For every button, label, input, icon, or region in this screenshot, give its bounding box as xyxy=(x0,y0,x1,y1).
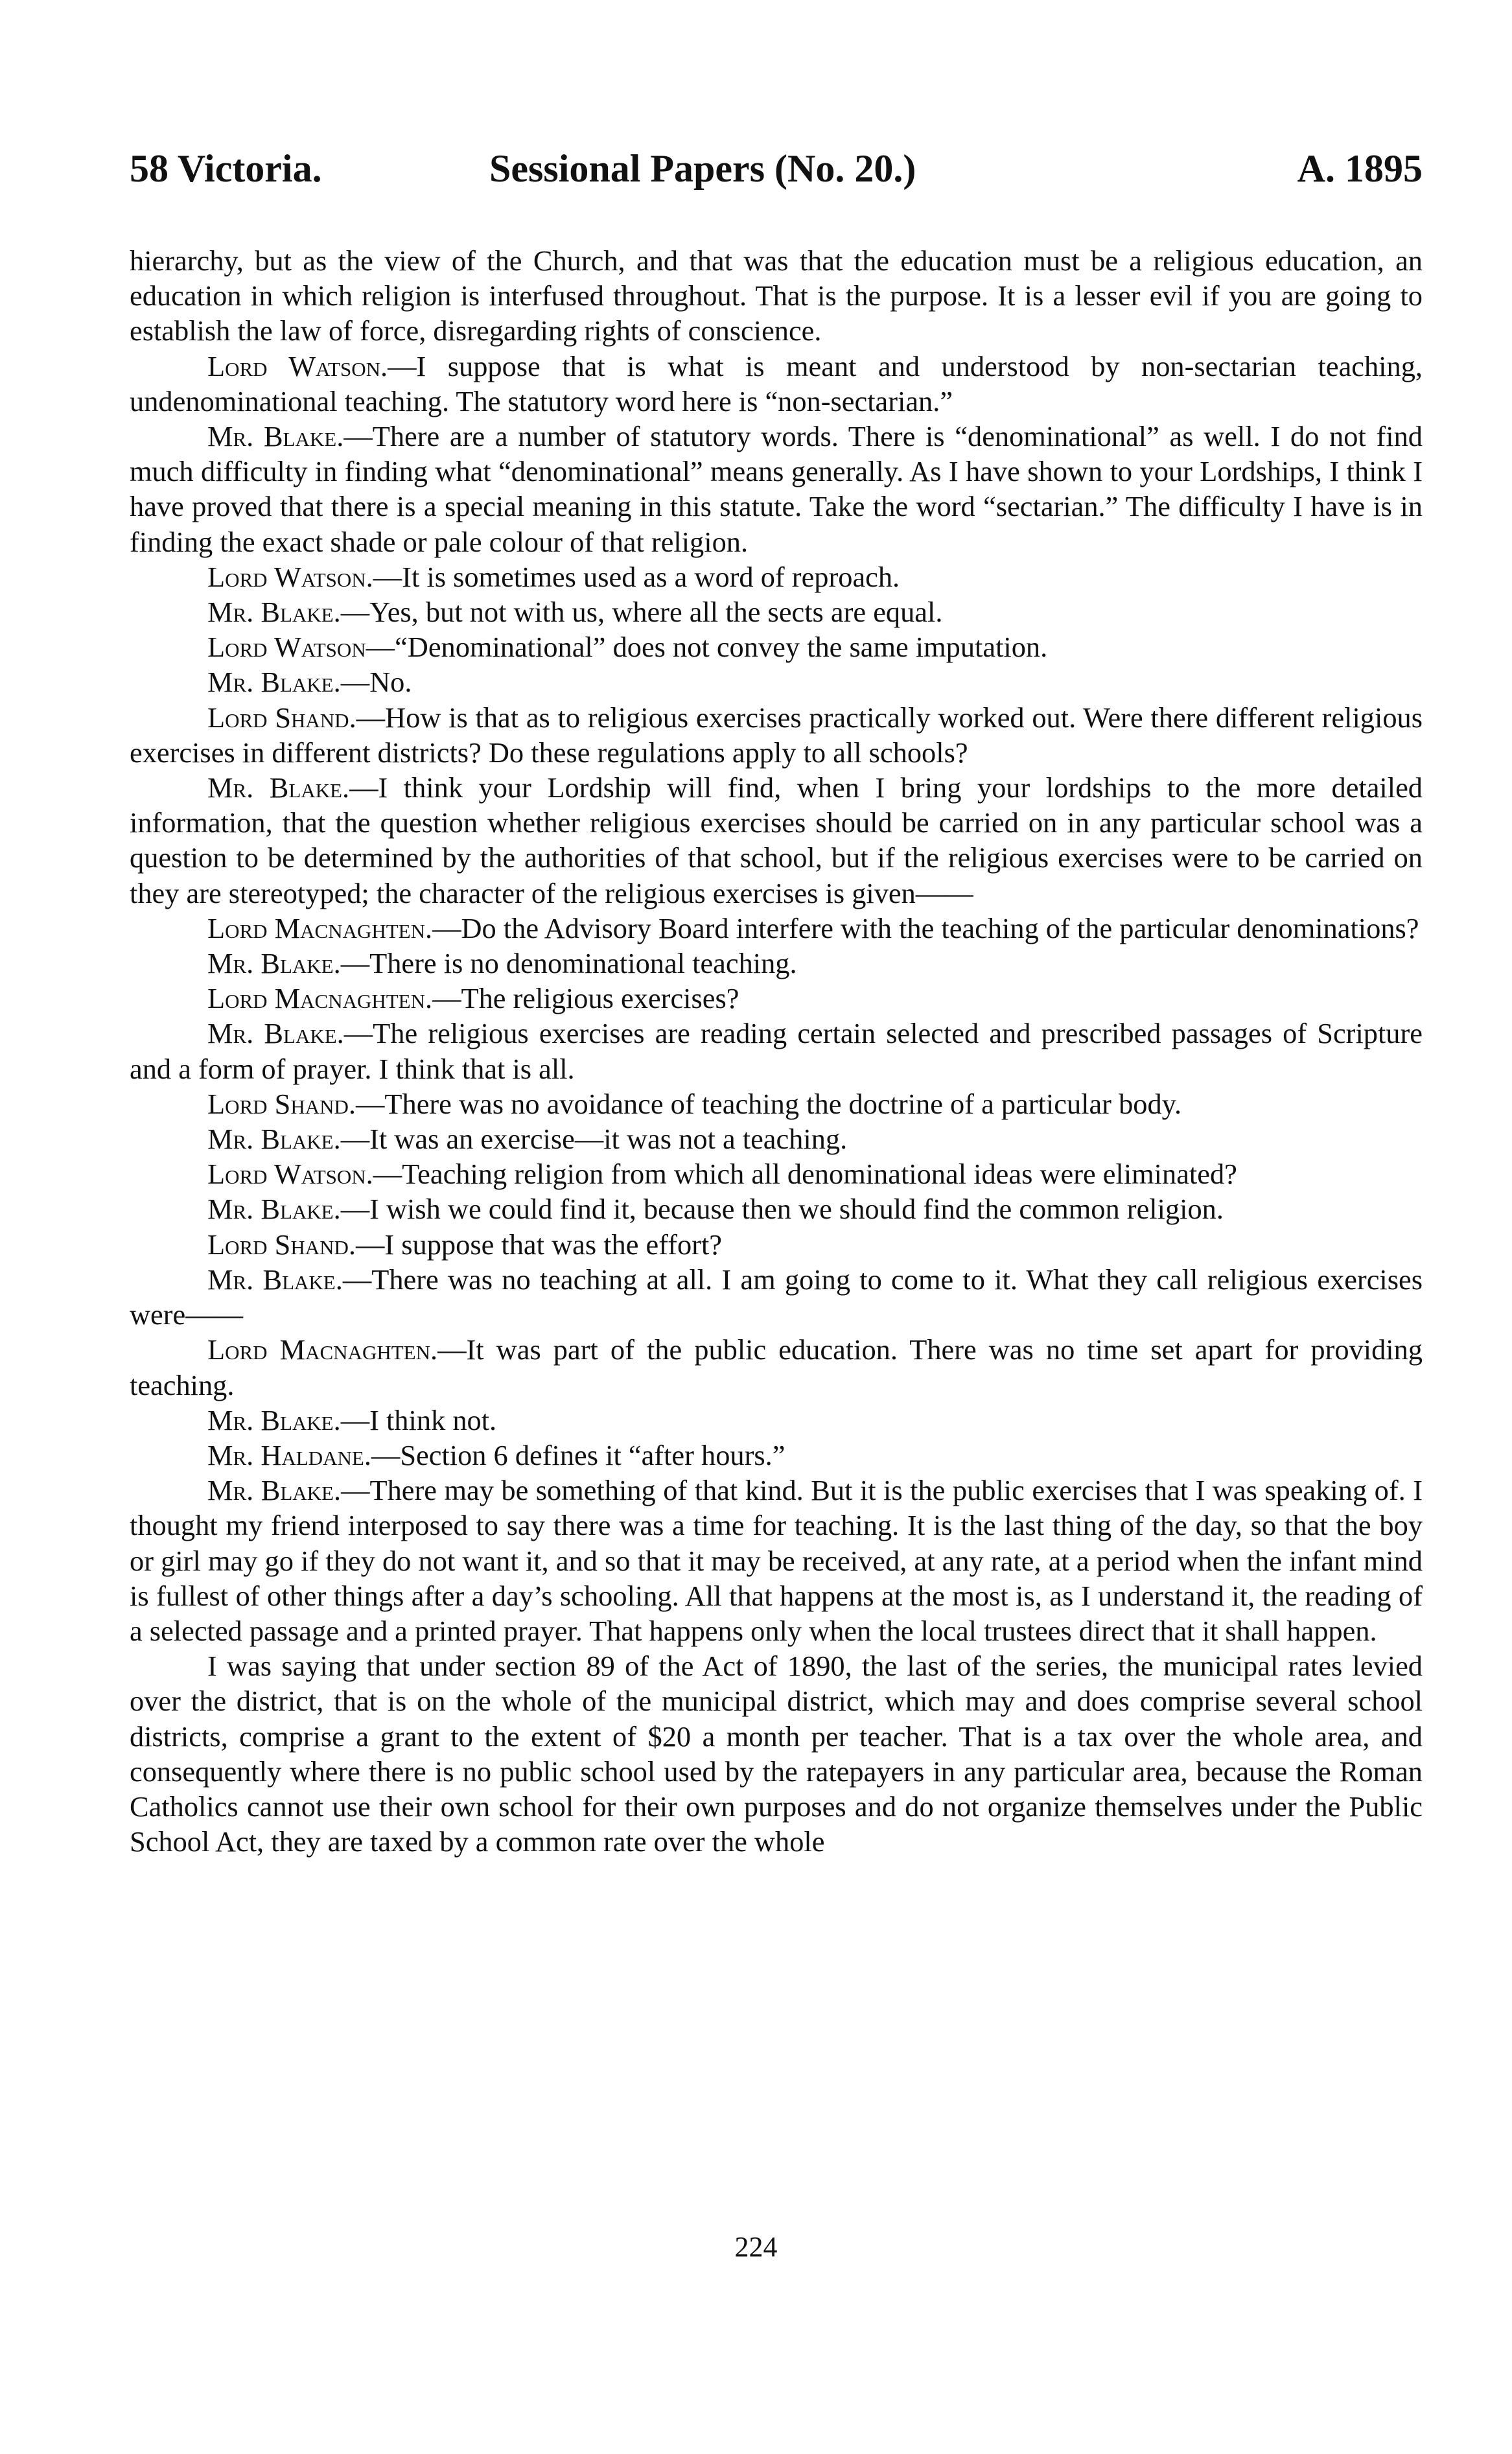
paragraph xyxy=(130,1332,1423,1402)
speaker-name: Mr. Blake. xyxy=(207,771,350,804)
speaker-name: Mr. Blake. xyxy=(207,596,341,629)
paragraph-text: —No. xyxy=(340,666,412,699)
paragraph xyxy=(130,664,1423,699)
paragraph-text: —Yes, but not with us, where all the sects are equal. xyxy=(340,596,943,629)
paragraph-text: —I wish we could find it, because then we should find the common religion. xyxy=(340,1193,1224,1226)
header-session: 58 Victoria. xyxy=(130,147,322,190)
speaker-name: Lord Macnaghten. xyxy=(207,1333,438,1366)
paragraph-text: hierarchy, but as the view of the Church, and that was that the education must be a religious education, an education in which religion is interfused throughout. That is the purpose. It is a lesser evil if you are going to establish the law of force, disregarding rights of conscience. xyxy=(130,244,1423,347)
paragraph xyxy=(130,594,1423,629)
paragraph-text: —There is no denominational teaching. xyxy=(340,947,797,980)
speaker-name: Lord Shand. xyxy=(207,701,356,734)
paragraph-text: —Do the Advisory Board interfere with the teaching of the particular denominations? xyxy=(432,911,1419,944)
running-header xyxy=(130,139,1423,198)
paragraph xyxy=(130,1403,1423,1438)
paragraph-text: —There was no teaching at all. I am going to come to it. What they call religious exercises were—— xyxy=(130,1263,1423,1331)
paragraph xyxy=(130,1156,1423,1191)
speaker-name: Mr. Blake. xyxy=(207,1474,342,1507)
speaker-name: Lord Macnaghten. xyxy=(207,982,433,1015)
header-year: A. 1895 xyxy=(1297,147,1423,190)
paragraph-text: —Teaching religion from which all denominational ideas were eliminated? xyxy=(373,1158,1237,1191)
speaker-name: Mr. Blake. xyxy=(207,666,341,699)
paragraph-text: I was saying that under section 89 of the Act of 1890, the last of the series, the municipal rates levied over the district, that is on the whole of the municipal district, which may and does comprise several school districts, comprise a grant to the extent of $20 a month per teacher. That is a tax over the whole area, and consequently where there is no public school used by the ratepayers in any particular area, because the Roman Catholics cannot use their own school for their own purposes and do not organize themselves under the Public School Act, they are taxed by a common rate over the whole xyxy=(130,1650,1423,1858)
paragraph xyxy=(130,700,1423,770)
paragraph-text: —“Denominational” does not convey the same imputation. xyxy=(366,631,1048,664)
paragraph xyxy=(130,770,1423,911)
page-number: 224 xyxy=(734,2231,778,2263)
speaker-name: Mr. Haldane. xyxy=(207,1438,371,1471)
speaker-name: Mr. Blake. xyxy=(207,420,344,453)
paragraph xyxy=(130,946,1423,981)
speaker-name: Lord Watson. xyxy=(207,1158,373,1191)
paragraph xyxy=(130,1227,1423,1262)
paragraph-text: —It was part of the public education. There was no time set apart for providing teaching. xyxy=(130,1333,1423,1401)
paragraph-text: —It was an exercise—it was not a teaching. xyxy=(340,1123,848,1156)
speaker-name: Lord Shand. xyxy=(207,1087,356,1120)
paragraph xyxy=(130,1121,1423,1156)
paragraph xyxy=(130,243,1423,349)
paragraph xyxy=(130,349,1423,419)
paragraph xyxy=(130,1473,1423,1648)
paragraph xyxy=(130,1648,1423,1859)
paragraph-text: —Section 6 defines it “after hours.” xyxy=(371,1438,785,1471)
paragraph-text: —There was no avoidance of teaching the doctrine of a particular body. xyxy=(356,1087,1182,1120)
paragraph xyxy=(130,911,1423,946)
speaker-name: Mr. Blake. xyxy=(207,1123,341,1156)
paragraph xyxy=(130,981,1423,1016)
paragraph-text: —The religious exercises? xyxy=(432,982,739,1015)
paragraph-text: —I think not. xyxy=(340,1403,497,1436)
speaker-name: Mr. Blake. xyxy=(207,1263,343,1296)
speaker-name: Lord Shand. xyxy=(207,1228,356,1261)
paragraph xyxy=(130,1262,1423,1332)
paragraph-text: —There may be something of that kind. But it is the public exercises that I was speaking of. I thought my friend interposed to say there was a time for teaching. It is the last thing of the day, so that the boy or girl may go if they do not want it, and so that it may be received, at any rate, at a period when the infant mind is fullest of other things after a day’s schooling. All that happens at the most is, as I understand it, the reading of a selected passage and a printed prayer. That happens only when the local trustees direct that it shall happen. xyxy=(130,1474,1423,1647)
speaker-name: Lord Watson. xyxy=(207,349,388,382)
speaker-name: Mr. Blake. xyxy=(207,947,341,980)
paragraph xyxy=(130,629,1423,664)
paragraph xyxy=(130,1016,1423,1086)
paragraph-text: —How is that as to religious exercises practically worked out. Were there different religious exercises in different districts? Do these regulations apply to all schools? xyxy=(130,701,1423,769)
speaker-name: Lord Macnaghten. xyxy=(207,911,433,944)
paragraph-text: —It is sometimes used as a word of reproach. xyxy=(373,560,900,593)
paragraph-text: —I think your Lordship will find, when I bring your lordships to the more detailed information, that the question whether religious exercises should be carried on in any particular school was a question to be determined by the authorities of that school, but if the religious exercises were to be carried on they are stereotyped; the character of the religious exercises is given—— xyxy=(130,771,1423,909)
speaker-name: Mr. Blake. xyxy=(207,1017,344,1050)
header-title: Sessional Papers (No. 20.) xyxy=(489,147,916,190)
paragraph xyxy=(130,419,1423,559)
speaker-name: Mr. Blake. xyxy=(207,1193,341,1226)
speaker-name: Lord Watson. xyxy=(207,560,373,593)
paragraph-text: —The religious exercises are reading certain selected and prescribed passages of Scripture and a form of prayer. I think that is all. xyxy=(130,1017,1423,1085)
paragraph-text: —There are a number of statutory words. There is “denominational” as well. I do not find much difficulty in finding what “denominational” means generally. As I have shown to your Lordships, I think I have proved that there is a special meaning in this statute. Take the word “sectarian.” The difficulty I have is in finding the exact shade or pale colour of that religion. xyxy=(130,420,1423,558)
transcript-body xyxy=(130,243,1423,1859)
paragraph xyxy=(130,1191,1423,1226)
speaker-name: Lord Watson xyxy=(207,631,366,664)
paragraph-text: —I suppose that was the effort? xyxy=(356,1228,723,1261)
paragraph-text: —I suppose that is what is meant and understood by non-sectarian teaching, undenominational teaching. The statutory word here is “non-sectarian.” xyxy=(130,349,1423,417)
paragraph xyxy=(130,559,1423,594)
paragraph xyxy=(130,1438,1423,1473)
paragraph xyxy=(130,1086,1423,1121)
speaker-name: Mr. Blake. xyxy=(207,1403,341,1436)
